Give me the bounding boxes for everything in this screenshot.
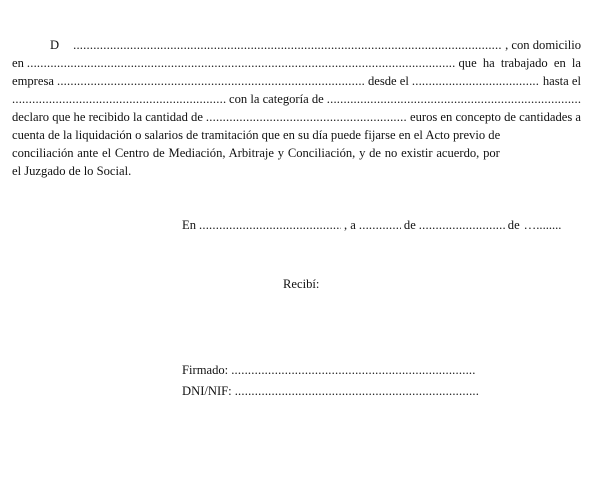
declaro-label: declaro que he recibido la cantidad de (12, 110, 203, 124)
categoria-label: con la categoría de (229, 92, 324, 106)
company-field[interactable] (57, 72, 365, 90)
de-label-1: de (403, 218, 416, 232)
paragraph-text: cuenta de la liquidación o salarios de tramitación que en su día puede fijarse en el Acto previo de (12, 128, 501, 142)
day-field[interactable] (359, 216, 401, 234)
signature-line (182, 361, 476, 379)
place-field[interactable] (199, 216, 341, 234)
euros-label: euros en concepto de cantidades a (410, 110, 581, 124)
place-date-line (182, 216, 581, 234)
paragraph-line-8 (12, 162, 581, 180)
line-name (12, 36, 581, 54)
signature-field[interactable] (231, 361, 476, 379)
year-field[interactable]: …........ (523, 218, 562, 232)
line-address (12, 54, 581, 72)
line-amount (12, 108, 581, 126)
firmado-label: Firmado: (182, 363, 229, 377)
desde-label: desde el (367, 74, 409, 88)
hasta-label: hasta el (542, 74, 581, 88)
paragraph-text: conciliación ante el Centro de Mediación, Arbitraje y Conciliación, y de no existir acuerdo, por (12, 146, 500, 160)
month-field[interactable] (419, 216, 505, 234)
de-label-2: de (507, 218, 520, 232)
end-date-field[interactable] (12, 90, 226, 108)
received-label: Recibí: (283, 277, 320, 291)
category-field[interactable] (327, 90, 581, 108)
worked-label: que ha trabajado en la (458, 56, 581, 70)
a-label: , a (344, 218, 356, 232)
en-label: en (12, 56, 24, 70)
line-category (12, 90, 581, 108)
amount-field[interactable] (206, 108, 407, 126)
empresa-label: empresa (12, 74, 54, 88)
line-company (12, 72, 581, 90)
domicilio-label: , con domicilio (505, 38, 581, 52)
paragraph-line-6 (12, 126, 581, 144)
paragraph-line-7 (12, 144, 581, 162)
dni-label: DNI/NIF: (182, 384, 232, 398)
en-place-label: En (182, 218, 196, 232)
address-field[interactable] (27, 54, 456, 72)
paragraph-text: el Juzgado de lo Social. (12, 164, 132, 178)
d-label: D (50, 38, 60, 52)
name-field[interactable] (73, 36, 502, 54)
dni-line (182, 382, 480, 400)
dni-field[interactable] (235, 382, 480, 400)
start-date-field[interactable] (412, 72, 540, 90)
